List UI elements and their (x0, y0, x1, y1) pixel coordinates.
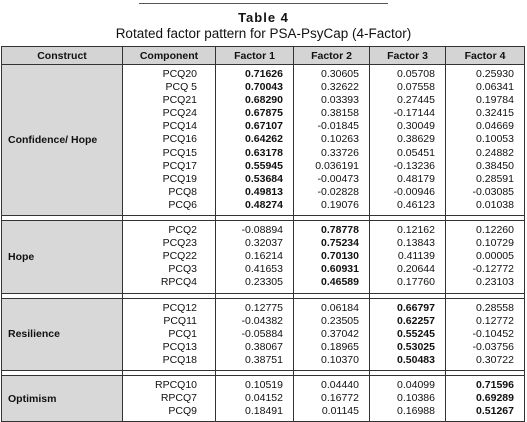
factor-2-column (294, 375, 370, 421)
loading-value: 0.04099 (397, 378, 435, 391)
loading-value: 0.13843 (397, 237, 435, 250)
loading-value: 0.46589 (321, 276, 359, 289)
loading-value: 0.10263 (321, 133, 359, 146)
loading-value: 0.70130 (321, 250, 359, 263)
loading-value: 0.25930 (476, 68, 514, 80)
loading-value: 0.30049 (397, 120, 435, 133)
loading-value: 0.10053 (476, 133, 514, 146)
loading-value: 0.51267 (476, 405, 514, 418)
header-component: Component (123, 47, 216, 65)
loading-value: 0.12260 (476, 224, 514, 237)
component-cell: PCQ8 (168, 185, 197, 198)
loading-value: 0.16214 (245, 250, 283, 263)
factor-3-column (370, 221, 446, 293)
factor-4-column (446, 65, 525, 216)
loading-value: 0.30722 (476, 353, 514, 366)
loading-value: 0.28591 (476, 172, 514, 185)
loading-value: 0.41139 (397, 250, 435, 263)
component-cell: PCQ20 (162, 68, 197, 80)
group-resilience (2, 298, 525, 370)
loading-value: 0.18965 (321, 340, 359, 353)
loading-value: 0.12772 (476, 314, 514, 327)
loading-value: 0.24882 (476, 146, 514, 159)
factor-2-column (294, 65, 370, 216)
component-cell: PCQ18 (162, 353, 197, 366)
loading-value: 0.03393 (321, 94, 359, 107)
loading-value: 0.53025 (397, 340, 435, 353)
loading-value: -0.17144 (393, 107, 435, 120)
loading-value: 0.10386 (397, 392, 435, 405)
factor-3-column (370, 65, 446, 216)
loading-value: 0.10370 (321, 353, 359, 366)
factor-4-column (446, 221, 525, 293)
loading-value: 0.01038 (476, 198, 514, 211)
loading-value: 0.06184 (321, 301, 359, 314)
header-construct: Construct (2, 47, 123, 65)
loading-value: -0.00946 (393, 185, 435, 198)
header-factor-2: Factor 2 (294, 47, 370, 65)
component-cell: RPCQ4 (160, 276, 197, 289)
loading-value: 0.23305 (245, 276, 283, 289)
loading-value: -0.08894 (241, 224, 283, 237)
loading-value: 0.75234 (321, 237, 359, 250)
loading-value: -0.00473 (317, 172, 359, 185)
header-factor-1: Factor 1 (216, 47, 294, 65)
loading-value: 0.63178 (245, 146, 283, 159)
loading-value: 0.05451 (397, 146, 435, 159)
component-cell: RPCQ7 (160, 392, 197, 405)
construct-label: Resilience (2, 298, 123, 370)
loading-value: 0.46123 (397, 198, 435, 211)
loading-value: 0.18491 (245, 405, 283, 418)
component-column (123, 221, 216, 293)
loading-value: 0.32622 (321, 81, 359, 94)
loading-value: 0.38629 (397, 133, 435, 146)
loading-value: 0.38158 (321, 107, 359, 120)
loading-value: 0.30605 (321, 68, 359, 80)
header-factor-3: Factor 3 (370, 47, 446, 65)
loading-value: -0.04382 (241, 314, 283, 327)
factor-1-column (216, 65, 294, 216)
header-factor-4: Factor 4 (446, 47, 525, 65)
loading-value: 0.38450 (476, 159, 514, 172)
loading-value: 0.16988 (397, 405, 435, 418)
loading-value: 0.71626 (245, 68, 283, 80)
loading-value: 0.04440 (321, 378, 359, 391)
loading-value: -0.12772 (472, 263, 514, 276)
loading-value: 0.04152 (245, 392, 283, 405)
table-title: Table 4 (238, 10, 289, 25)
group-hope (2, 221, 525, 293)
loading-value: -0.03756 (472, 340, 514, 353)
loading-value: -0.02828 (317, 185, 359, 198)
loading-value: 0.37042 (321, 327, 359, 340)
factor-4-column (446, 298, 525, 370)
loading-value: 0.55945 (245, 159, 283, 172)
factor-table (1, 46, 525, 422)
loading-value: 0.16772 (321, 392, 359, 405)
loading-value: 0.53684 (245, 172, 283, 185)
component-cell: PCQ17 (162, 159, 197, 172)
factor-2-column (294, 221, 370, 293)
loading-value: 0.67107 (245, 120, 283, 133)
component-column (123, 65, 216, 216)
factor-3-column (370, 298, 446, 370)
loading-value: 0.17760 (397, 276, 435, 289)
loading-value: 0.19784 (476, 94, 514, 107)
loading-value: 0.33726 (321, 146, 359, 159)
loading-value: 0.64262 (245, 133, 283, 146)
component-cell: PCQ3 (168, 263, 197, 276)
loading-value: 0.66797 (397, 301, 435, 314)
loading-value: 0.20644 (397, 263, 435, 276)
loading-value: 0.10519 (245, 378, 283, 391)
factor-4-column (446, 375, 525, 421)
loading-value: 0.48274 (245, 198, 283, 211)
group-optimism (2, 375, 525, 421)
loading-value: 0.12162 (397, 224, 435, 237)
component-cell: PCQ22 (162, 250, 197, 263)
loading-value: 0.27445 (397, 94, 435, 107)
loading-value: 0.50483 (397, 353, 435, 366)
component-cell: PCQ9 (168, 405, 197, 418)
component-cell: RPCQ10 (154, 378, 197, 391)
loading-value: 0.04669 (476, 120, 514, 133)
loading-value: 0.69289 (476, 392, 514, 405)
component-cell: PCQ21 (162, 94, 197, 107)
component-cell: PCQ 5 (165, 81, 197, 94)
loading-value: 0.00005 (476, 250, 514, 263)
loading-value: 0.19076 (321, 198, 359, 211)
top-rule (139, 3, 388, 4)
group-confidence-hope (2, 65, 525, 216)
loading-value: 0.67875 (245, 107, 283, 120)
loading-value: 0.036191 (315, 159, 359, 172)
component-cell: PCQ16 (162, 133, 197, 146)
component-cell: PCQ11 (163, 314, 197, 327)
construct-label: Confidence/ Hope (2, 65, 123, 216)
loading-value: 0.32415 (476, 107, 514, 120)
table-subtitle: Rotated factor pattern for PSA-PsyCap (4-Factor) (115, 26, 412, 41)
loading-value: 0.23103 (476, 276, 514, 289)
component-cell: PCQ12 (162, 301, 197, 314)
factor-1-column (216, 375, 294, 421)
component-cell: PCQ2 (168, 224, 197, 237)
loading-value: -0.05884 (241, 327, 283, 340)
loading-value: 0.55245 (397, 327, 435, 340)
construct-label: Hope (2, 221, 123, 293)
component-cell: PCQ6 (168, 198, 197, 211)
factor-2-column (294, 298, 370, 370)
component-cell: PCQ24 (162, 107, 197, 120)
loading-value: -0.01845 (317, 120, 359, 133)
loading-value: 0.38067 (245, 340, 283, 353)
table-body (2, 65, 525, 422)
component-cell: PCQ19 (162, 172, 197, 185)
loading-value: 0.10729 (476, 237, 514, 250)
construct-label: Optimism (2, 375, 123, 421)
loading-value: 0.28558 (476, 301, 514, 314)
loading-value: 0.49813 (245, 185, 283, 198)
loading-value: -0.03085 (472, 185, 514, 198)
loading-value: 0.70043 (245, 81, 283, 94)
loading-value: 0.62257 (397, 314, 435, 327)
loading-value: -0.10452 (472, 327, 514, 340)
loading-value: 0.48179 (397, 172, 435, 185)
component-cell: PCQ14 (162, 120, 197, 133)
loading-value: 0.01145 (321, 405, 359, 418)
component-cell: PCQ15 (162, 146, 197, 159)
component-cell: PCQ23 (162, 237, 197, 250)
loading-value: 0.32037 (245, 237, 283, 250)
component-cell: PCQ13 (162, 340, 197, 353)
loading-value: 0.78778 (321, 224, 359, 237)
component-column (123, 298, 216, 370)
loading-value: 0.38751 (245, 353, 283, 366)
loading-value: 0.07558 (397, 81, 435, 94)
loading-value: -0.13236 (393, 159, 435, 172)
component-cell: PCQ1 (168, 327, 197, 340)
factor-1-column (216, 221, 294, 293)
loading-value: 0.60931 (321, 263, 359, 276)
loading-value: 0.71596 (476, 378, 514, 391)
loading-value: 0.12775 (245, 301, 283, 314)
loading-value: 0.06341 (476, 81, 514, 94)
loading-value: 0.68290 (245, 94, 283, 107)
loading-value: 0.41653 (245, 263, 283, 276)
loading-value: 0.05708 (397, 68, 435, 80)
factor-1-column (216, 298, 294, 370)
loading-value: 0.23505 (321, 314, 359, 327)
component-column (123, 375, 216, 421)
header-row (2, 47, 525, 65)
factor-3-column (370, 375, 446, 421)
